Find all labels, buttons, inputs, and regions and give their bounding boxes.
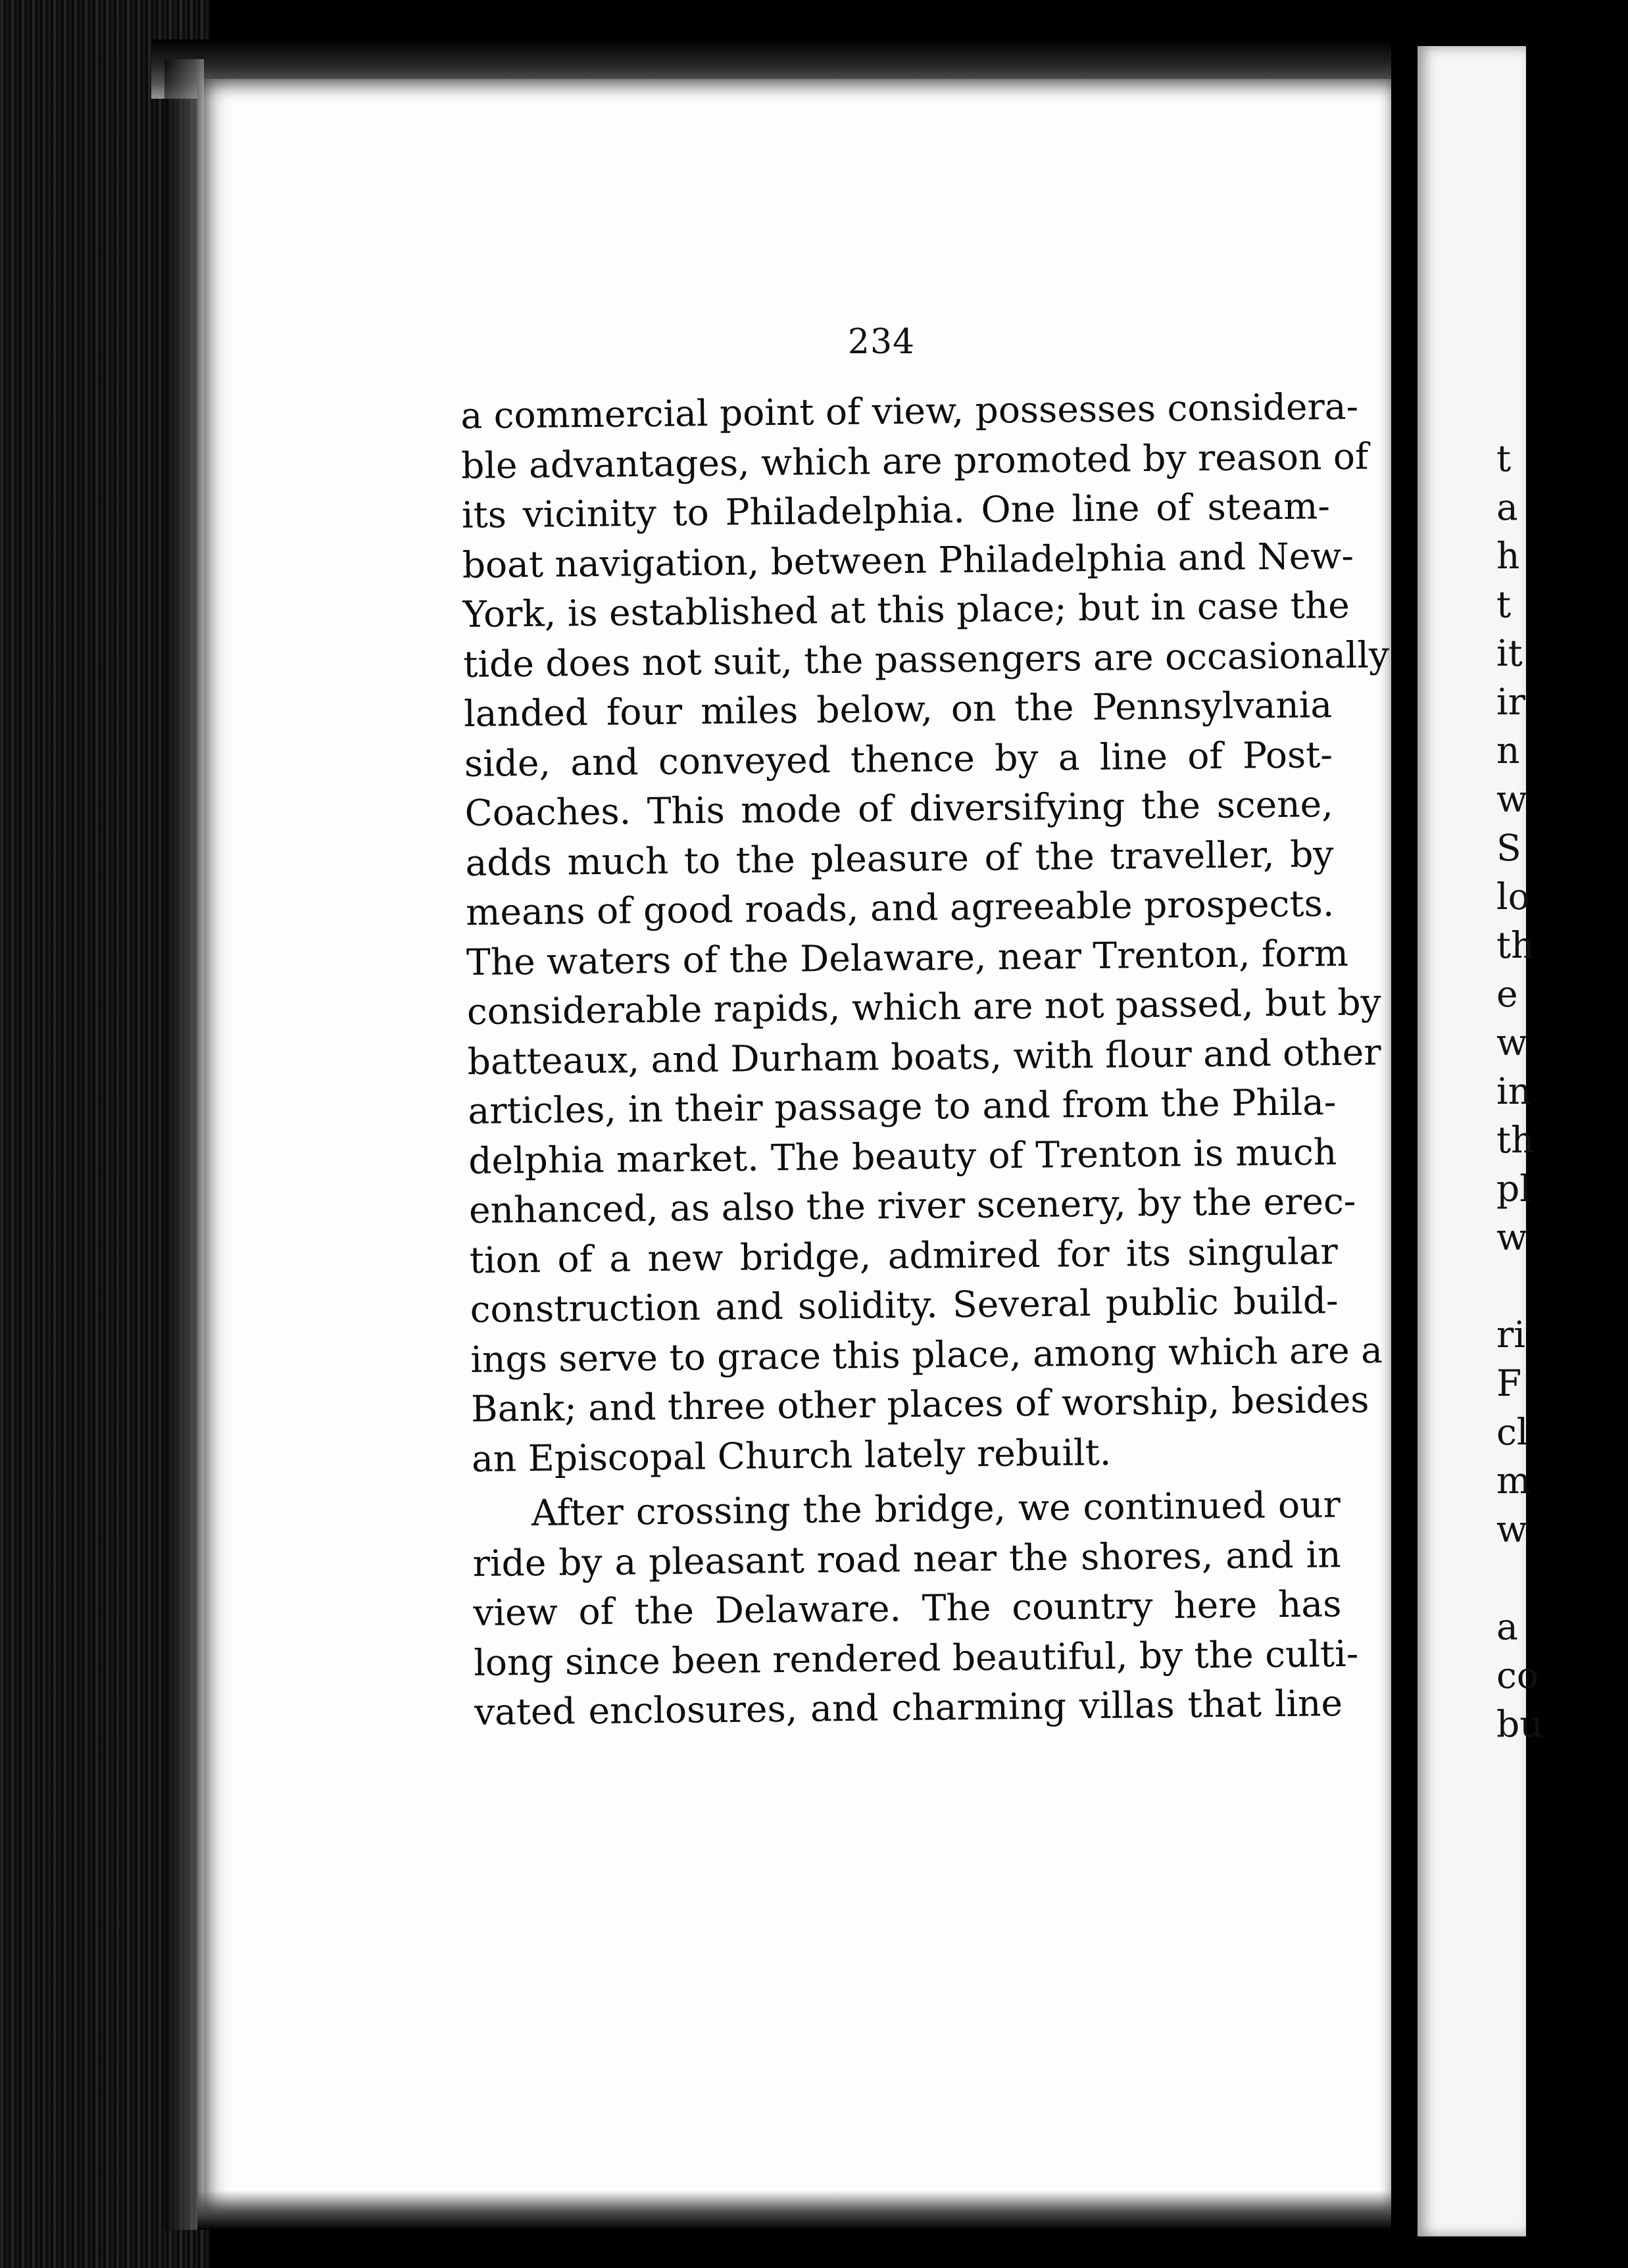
next-page-fragment-line: m: [1496, 1460, 1531, 1502]
next-page-fragment-line: [1496, 1554, 1628, 1602]
text-line: tide does not suit, the passengers are occasionally: [463, 633, 1390, 685]
next-page-fragment-line: ri: [1496, 1314, 1525, 1356]
text-line: The waters of the Delaware, near Trenton, form: [466, 931, 1349, 983]
text-line: ble advantages, which are promoted by reason of: [460, 435, 1369, 487]
text-line: After crossing the bridge, we continued our: [531, 1483, 1341, 1534]
next-page-fragment-line: a: [1496, 1606, 1518, 1648]
text-line: construction and solidity. Several public build-: [470, 1279, 1339, 1331]
next-page-fragment-line: w: [1496, 1216, 1528, 1258]
page-number: 234: [847, 322, 916, 362]
next-page-fragment-line: co: [1496, 1654, 1539, 1696]
text-line: vated enclosures, and charming villas that line: [474, 1682, 1343, 1733]
text-line: tion of a new bridge, admired for its singular: [469, 1229, 1339, 1281]
next-page-fragment-line: t: [1496, 583, 1512, 626]
next-page-fragment-line: it: [1496, 632, 1523, 674]
next-page-fragment-line: S: [1496, 827, 1521, 869]
next-page-fragment-line: t: [1496, 437, 1512, 480]
book-gutter: [1391, 39, 1418, 2236]
text-line: considerable rapids, which are not passed, but by: [466, 981, 1381, 1033]
page-left-edge: [164, 59, 204, 2230]
next-page-fragment-line: bu: [1496, 1703, 1543, 1745]
next-page-fragment-line: w: [1496, 1508, 1528, 1550]
next-page-fragment-line: F: [1496, 1362, 1522, 1404]
next-page-text: [1418, 434, 1549, 1748]
next-page-fragment-line: [1496, 1262, 1628, 1310]
text-line: an Episcopal Church lately rebuilt.: [471, 1431, 1112, 1480]
text-line: York, is established at this place; but in case the: [462, 583, 1350, 635]
text-line: Coaches. This mode of diversifying the scene,: [464, 783, 1333, 834]
text-line: articles, in their passage to and from the Phila-: [468, 1081, 1337, 1132]
next-page-fragment-line: w: [1496, 778, 1528, 820]
next-page-fragment-line: e: [1496, 973, 1518, 1015]
paragraph-2: [472, 1480, 1359, 1737]
body-text: [460, 382, 1390, 1737]
next-page-fragment-line: in: [1496, 1070, 1532, 1112]
text-line: enhanced, as also the river scenery, by the erec-: [468, 1179, 1356, 1231]
next-page-fragment-line: ir: [1496, 681, 1525, 723]
next-page-fragment: [1418, 46, 1543, 2236]
text-line: landed four miles below, on the Pennsylvania: [463, 683, 1333, 735]
next-page-fragment-line: cl: [1496, 1411, 1529, 1453]
next-page-fragment-line: lo: [1496, 875, 1530, 918]
text-line: a commercial point of view, possesses considera-: [460, 385, 1359, 437]
next-page-fragment-line: pl: [1496, 1168, 1531, 1210]
page-bottom-edge: [197, 2190, 1418, 2230]
text-line: adds much to the pleasure of the traveller, by: [465, 832, 1334, 884]
text-line: side, and conveyed thence by a line of Post-: [464, 733, 1333, 785]
text-line: view of the Delaware. The country here has: [473, 1583, 1342, 1634]
next-page-fragment-line: h: [1496, 535, 1520, 577]
next-page-fragment-line: n: [1496, 729, 1520, 772]
next-page-fragment-line: w: [1496, 1022, 1528, 1064]
text-line: long since been rendered beautiful, by the culti-: [473, 1632, 1359, 1684]
text-line: ride by a pleasant road near the shores, and in: [472, 1533, 1341, 1585]
paragraph-1: [460, 382, 1390, 1484]
text-line: batteaux, and Durham boats, with flour and other: [467, 1030, 1381, 1083]
text-line: boat navigation, between Philadelphia and New-: [462, 534, 1354, 586]
text-line: Bank; and three other places of worship, besides: [470, 1378, 1369, 1430]
text-line: means of good roads, and agreeable prospects.: [465, 882, 1335, 933]
text-line: its vicinity to Philadelphia. One line of steam-: [461, 485, 1331, 536]
next-page-fragment-line: th: [1496, 1119, 1535, 1161]
next-page-fragment-line: th: [1496, 924, 1535, 966]
text-line: delphia market. The beauty of Trenton is much: [468, 1130, 1337, 1182]
next-page-fragment-line: a: [1496, 486, 1518, 528]
text-line: ings serve to grace this place, among which are a: [470, 1328, 1383, 1381]
